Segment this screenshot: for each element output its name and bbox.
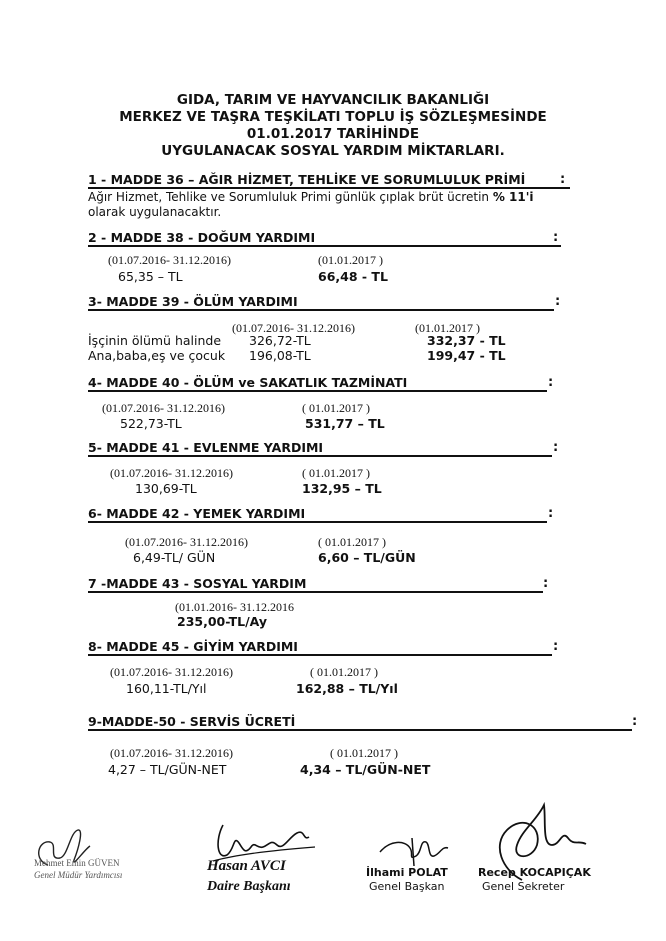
section-2-old-value: 65,35 – TL bbox=[118, 269, 183, 284]
section-1-text-b: % 11'i bbox=[492, 190, 534, 204]
section-1-text-line-1 bbox=[88, 190, 534, 204]
signature-1-name: Mehmet Emin GÜVEN bbox=[34, 858, 120, 868]
section-5-new-value: 132,95 – TL bbox=[302, 481, 382, 496]
section-1-underline bbox=[88, 187, 570, 189]
signature-4-name: Recep KOCAPIÇAK bbox=[478, 866, 591, 879]
section-1-text-a: Ağır Hizmet, Tehlike ve Sorumluluk Primi günlük çıplak brüt ücretin bbox=[88, 190, 493, 204]
signature-3-title: Genel Başkan bbox=[369, 880, 445, 893]
section-3-row-1-new-value: 332,37 - TL bbox=[427, 333, 506, 348]
section-9-new-period: ( 01.01.2017 ) bbox=[330, 746, 398, 760]
section-6-underline bbox=[88, 521, 547, 523]
section-7-colon: : bbox=[543, 576, 549, 591]
title-line-3: 01.01.2017 TARİHİNDE bbox=[246, 126, 420, 142]
section-3-row-1-old-value: 326,72-TL bbox=[249, 333, 311, 348]
section-9-old-value: 4,27 – TL/GÜN-NET bbox=[108, 762, 227, 777]
section-2-heading: 2 - MADDE 38 - DOĞUM YARDIMI bbox=[88, 230, 316, 245]
section-9-underline bbox=[88, 729, 632, 731]
section-6-new-value: 6,60 – TL/GÜN bbox=[318, 550, 416, 565]
section-8-underline bbox=[88, 654, 552, 656]
section-4-old-period: (01.07.2016- 31.12.2016) bbox=[102, 401, 225, 415]
section-3-row-2-label: Ana,baba,eş ve çocuk bbox=[88, 348, 226, 363]
section-7-value: 235,00-TL/Ay bbox=[177, 614, 268, 629]
title-line-2: MERKEZ VE TAŞRA TEŞKİLATI TOPLU İŞ SÖZLEŞMESİNDE bbox=[119, 109, 547, 125]
title-line-1: GIDA, TARIM VE HAYVANCILIK BAKANLIĞI bbox=[176, 92, 490, 108]
section-2-new-period: (01.01.2017 ) bbox=[318, 253, 383, 267]
section-5-old-value: 130,69-TL bbox=[135, 481, 197, 496]
section-9-colon: : bbox=[632, 714, 638, 729]
section-7-underline bbox=[88, 591, 543, 593]
section-8-old-period: (01.07.2016- 31.12.2016) bbox=[110, 665, 233, 679]
section-7-period: (01.01.2016- 31.12.2016 bbox=[175, 600, 294, 614]
section-6-old-value: 6,49-TL/ GÜN bbox=[133, 550, 216, 565]
signature-3-scribble bbox=[370, 830, 455, 870]
section-5-underline bbox=[88, 455, 552, 457]
section-5-old-period: (01.07.2016- 31.12.2016) bbox=[110, 466, 233, 480]
section-5-colon: : bbox=[553, 440, 559, 455]
signature-4-title: Genel Sekreter bbox=[482, 880, 565, 893]
signature-2-title: Daire Başkanı bbox=[207, 879, 291, 894]
section-3-underline bbox=[88, 309, 554, 311]
section-8-new-value: 162,88 – TL/Yıl bbox=[296, 681, 398, 696]
section-3-row-2-new-value: 199,47 - TL bbox=[427, 348, 506, 363]
section-4-underline bbox=[88, 390, 547, 392]
signature-1-title: Genel Müdür Yardımcısı bbox=[34, 870, 123, 880]
section-1-heading: 1 - MADDE 36 – AĞIR HİZMET, TEHLİKE VE SORUMLULUK PRİMİ bbox=[88, 172, 526, 187]
section-3-new-period: (01.01.2017 ) bbox=[415, 321, 480, 335]
title-line-4: UYGULANACAK SOSYAL YARDIM MİKTARLARI. bbox=[161, 143, 505, 159]
section-7-heading: 7 -MADDE 43 - SOSYAL YARDIM bbox=[88, 576, 307, 591]
section-9-old-period: (01.07.2016- 31.12.2016) bbox=[110, 746, 233, 760]
section-3-row-1-label: İşçinin ölümü halinde bbox=[88, 333, 222, 348]
section-5-heading: 5- MADDE 41 - EVLENME YARDIMI bbox=[88, 440, 324, 455]
section-6-heading: 6- MADDE 42 - YEMEK YARDIMI bbox=[88, 506, 306, 521]
section-5-new-period: ( 01.01.2017 ) bbox=[302, 466, 370, 480]
section-4-new-value: 531,77 – TL bbox=[305, 416, 385, 431]
section-8-heading: 8- MADDE 45 - GİYİM YARDIMI bbox=[88, 639, 298, 654]
section-1-text-line-2: olarak uygulanacaktır. bbox=[88, 205, 222, 219]
section-8-new-period: ( 01.01.2017 ) bbox=[310, 665, 378, 679]
section-1-colon: : bbox=[560, 172, 566, 187]
section-6-old-period: (01.07.2016- 31.12.2016) bbox=[125, 535, 248, 549]
section-2-colon: : bbox=[553, 230, 559, 245]
signature-2-name: Hasan AVCI bbox=[207, 858, 286, 874]
section-4-heading: 4- MADDE 40 - ÖLÜM ve SAKATLIK TAZMİNATI bbox=[88, 375, 408, 390]
section-4-old-value: 522,73-TL bbox=[120, 416, 182, 431]
section-8-old-value: 160,11-TL/Yıl bbox=[126, 681, 207, 696]
section-4-new-period: ( 01.01.2017 ) bbox=[302, 401, 370, 415]
section-4-colon: : bbox=[548, 375, 554, 390]
section-9-new-value: 4,34 – TL/GÜN-NET bbox=[300, 762, 431, 777]
section-2-new-value: 66,48 - TL bbox=[318, 269, 388, 284]
section-2-old-period: (01.07.2016- 31.12.2016) bbox=[108, 253, 231, 267]
section-3-row-2-old-value: 196,08-TL bbox=[249, 348, 311, 363]
section-3-old-period: (01.07.2016- 31.12.2016) bbox=[232, 321, 355, 335]
section-3-colon: : bbox=[555, 294, 561, 309]
section-8-colon: : bbox=[553, 639, 559, 654]
signature-3-name: İlhami POLAT bbox=[366, 866, 448, 879]
section-6-new-period: ( 01.01.2017 ) bbox=[318, 535, 386, 549]
section-3-heading: 3- MADDE 39 - ÖLÜM YARDIMI bbox=[88, 294, 298, 309]
section-9-heading: 9-MADDE-50 - SERVİS ÜCRETİ bbox=[88, 714, 296, 729]
section-2-underline bbox=[88, 245, 561, 247]
section-6-colon: : bbox=[548, 506, 554, 521]
